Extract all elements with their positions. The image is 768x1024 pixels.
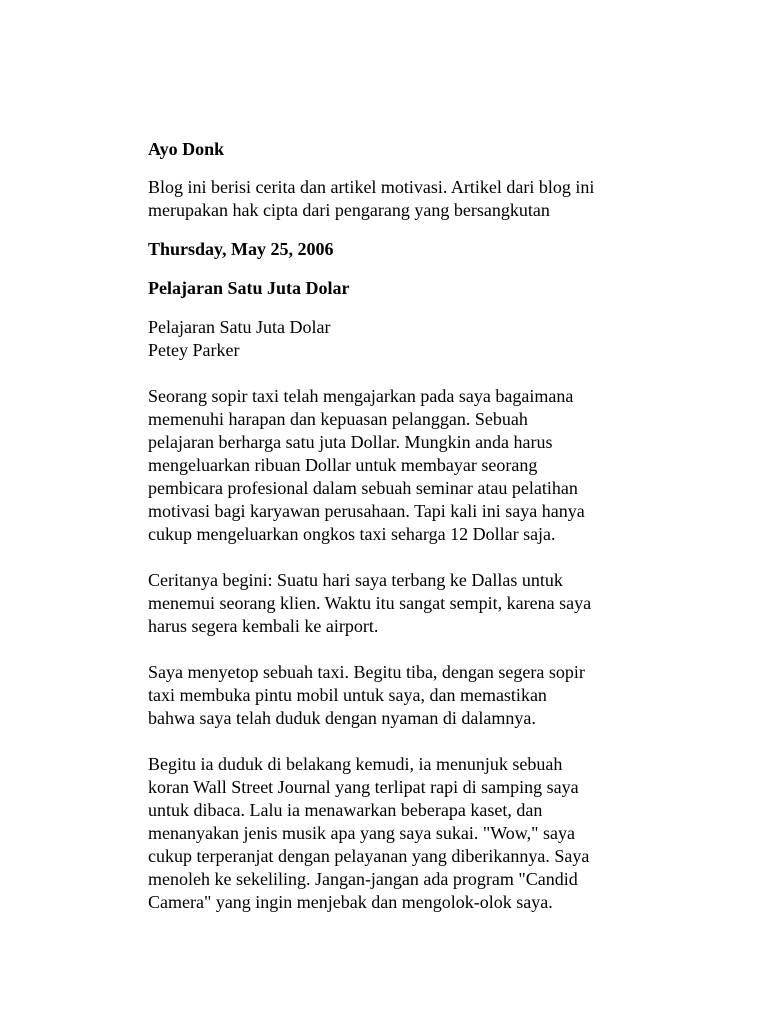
post-date: Thursday, May 25, 2006 [148, 239, 334, 259]
description-line: merupakan hak cipta dari pengarang yang bersangkutan [148, 200, 550, 220]
post-title: Pelajaran Satu Juta Dolar [148, 278, 350, 298]
paragraph-line: koran Wall Street Journal yang terlipat rapi di samping saya [148, 777, 579, 797]
paragraph-line: untuk dibaca. Lalu ia menawarkan beberapa kaset, dan [148, 800, 543, 820]
paragraph-3 [148, 661, 708, 730]
paragraph-line: harus segera kembali ke airport. [148, 616, 379, 636]
paragraph-line: Saya menyetop sebuah taxi. Begitu tiba, dengan segera sopir [148, 662, 585, 682]
paragraph-line: taxi membuka pintu mobil untuk saya, dan memastikan [148, 685, 547, 705]
paragraph-line: pelajaran berharga satu juta Dollar. Mungkin anda harus [148, 432, 553, 452]
paragraph-line: Ceritanya begini: Suatu hari saya terbang ke Dallas untuk [148, 570, 563, 590]
blog-title: Ayo Donk [148, 139, 225, 159]
paragraph-line: cukup mengeluarkan ongkos taxi seharga 12 Dollar saja. [148, 524, 556, 544]
paragraph-line: cukup terperanjat dengan pelayanan yang diberikannya. Saya [148, 846, 590, 866]
paragraph-line: bahwa saya telah duduk dengan nyaman di dalamnya. [148, 708, 536, 728]
post-heading-title: Pelajaran Satu Juta Dolar [148, 317, 331, 337]
paragraph-line: Camera" yang ingin menjebak dan mengolok-olok saya. [148, 892, 553, 912]
post-heading-block [148, 316, 708, 362]
blog-description [148, 176, 708, 222]
paragraph-line: Seorang sopir taxi telah mengajarkan pada saya bagaimana [148, 386, 574, 406]
post-author: Petey Parker [148, 340, 240, 360]
paragraph-line: menanyakan jenis musik apa yang saya sukai. "Wow," saya [148, 823, 575, 843]
paragraph-line: pembicara profesional dalam sebuah seminar atau pelatihan [148, 478, 578, 498]
paragraph-line: motivasi bagi karyawan perusahaan. Tapi kali ini saya hanya [148, 501, 585, 521]
paragraph-4 [148, 753, 708, 914]
description-line: Blog ini berisi cerita dan artikel motivasi. Artikel dari blog ini [148, 177, 595, 197]
paragraph-line: menoleh ke sekeliling. Jangan-jangan ada program "Candid [148, 869, 578, 889]
paragraph-2 [148, 569, 708, 638]
paragraph-line: Begitu ia duduk di belakang kemudi, ia menunjuk sebuah [148, 754, 563, 774]
paragraph-line: menemui seorang klien. Waktu itu sangat sempit, karena saya [148, 593, 592, 613]
paragraph-line: memenuhi harapan dan kepuasan pelanggan. Sebuah [148, 409, 528, 429]
paragraph-line: mengeluarkan ribuan Dollar untuk membayar seorang [148, 455, 538, 475]
paragraph-1 [148, 385, 708, 546]
document-page [148, 138, 708, 914]
